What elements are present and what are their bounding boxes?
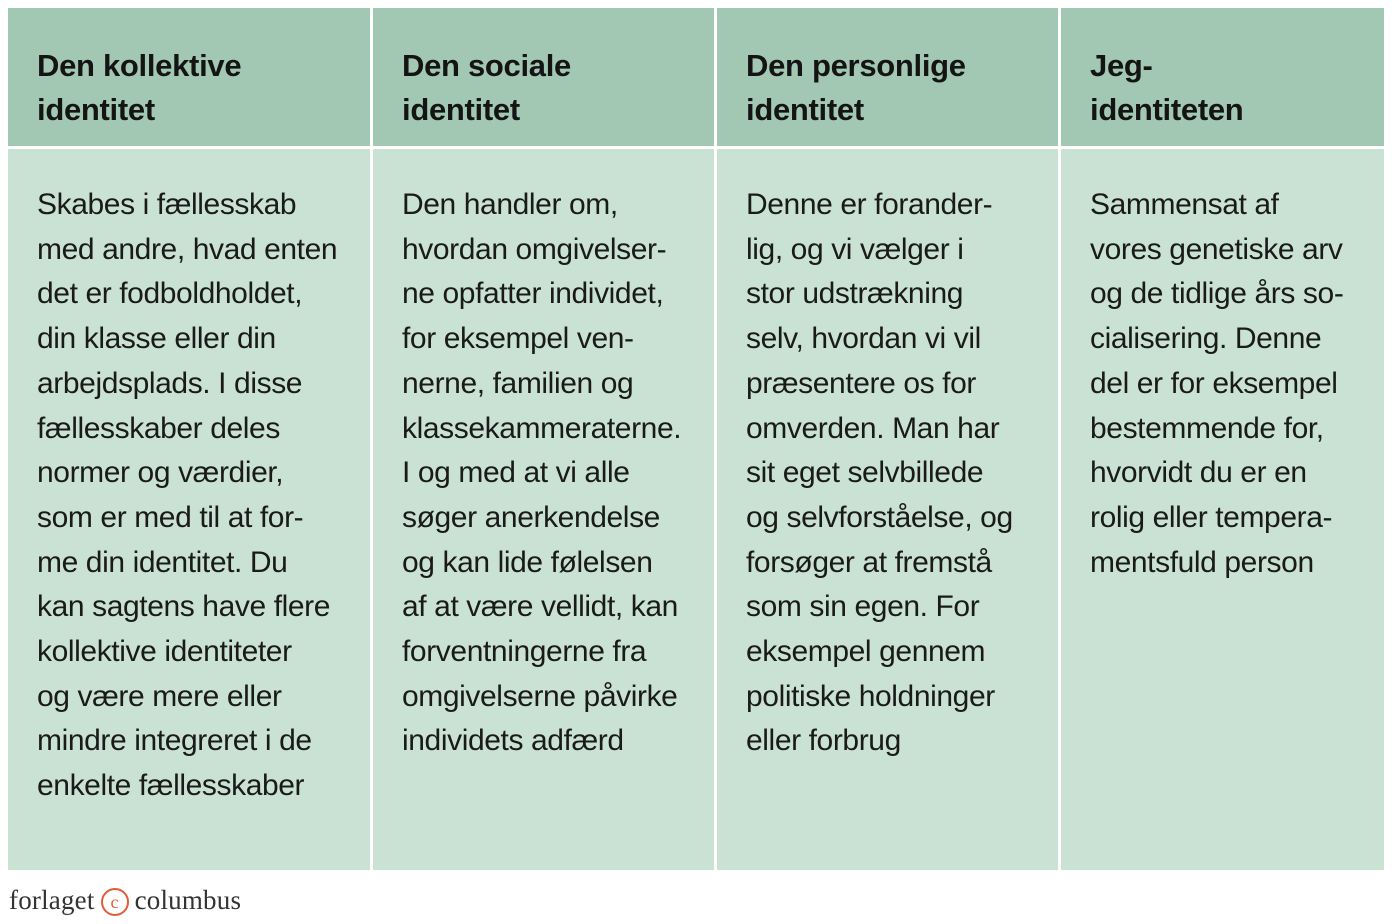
identity-table (8, 8, 1384, 870)
header-social-identity: Den sociale identitet (373, 8, 714, 146)
cell-ego-identity: Sammensat af vores genetiske arv og de tidlige års so- cialisering. Denne del er for eksempel bestemmende for, hvorvidt du er en rolig eller tempera- mentsfuld person (1061, 149, 1384, 870)
header-collective-identity: Den kollektive identitet (8, 8, 370, 146)
header-ego-identity: Jeg- identiteten (1061, 8, 1384, 146)
copyright-icon: c (101, 888, 129, 916)
header-personal-identity: Den personlige identitet (717, 8, 1058, 146)
cell-personal-identity: Denne er forander- lig, og vi vælger i stor udstrækning selv, hvordan vi vil præsentere os for omverden. Man har sit eget selvbillede og selvforståelse, og forsøger at fremstå som sin egen. For eksempel gennem politiske holdninger eller forbrug (717, 149, 1058, 870)
publisher-name-left: forlaget (9, 884, 95, 915)
publisher-logo (9, 884, 241, 916)
cell-social-identity: Den handler om, hvordan omgivelser- ne opfatter individet, for eksempel ven- nerne, familien og klassekammeraterne. I og med at vi alle søger anerkendelse og kan lide følelsen af at være vellidt, kan forventningerne fra omgivelserne påvirke individets adfærd (373, 149, 714, 870)
publisher-name-right: columbus (134, 884, 242, 915)
cell-collective-identity: Skabes i fællesskab med andre, hvad enten det er fodboldholdet, din klasse eller din arbejdsplads. I disse fællesskaber deles normer og værdier, som er med til at for- me din identitet. Du kan sagtens have flere kollektive identiteter og være mere eller mindre integreret i de enkelte fællesskaber (8, 149, 370, 870)
